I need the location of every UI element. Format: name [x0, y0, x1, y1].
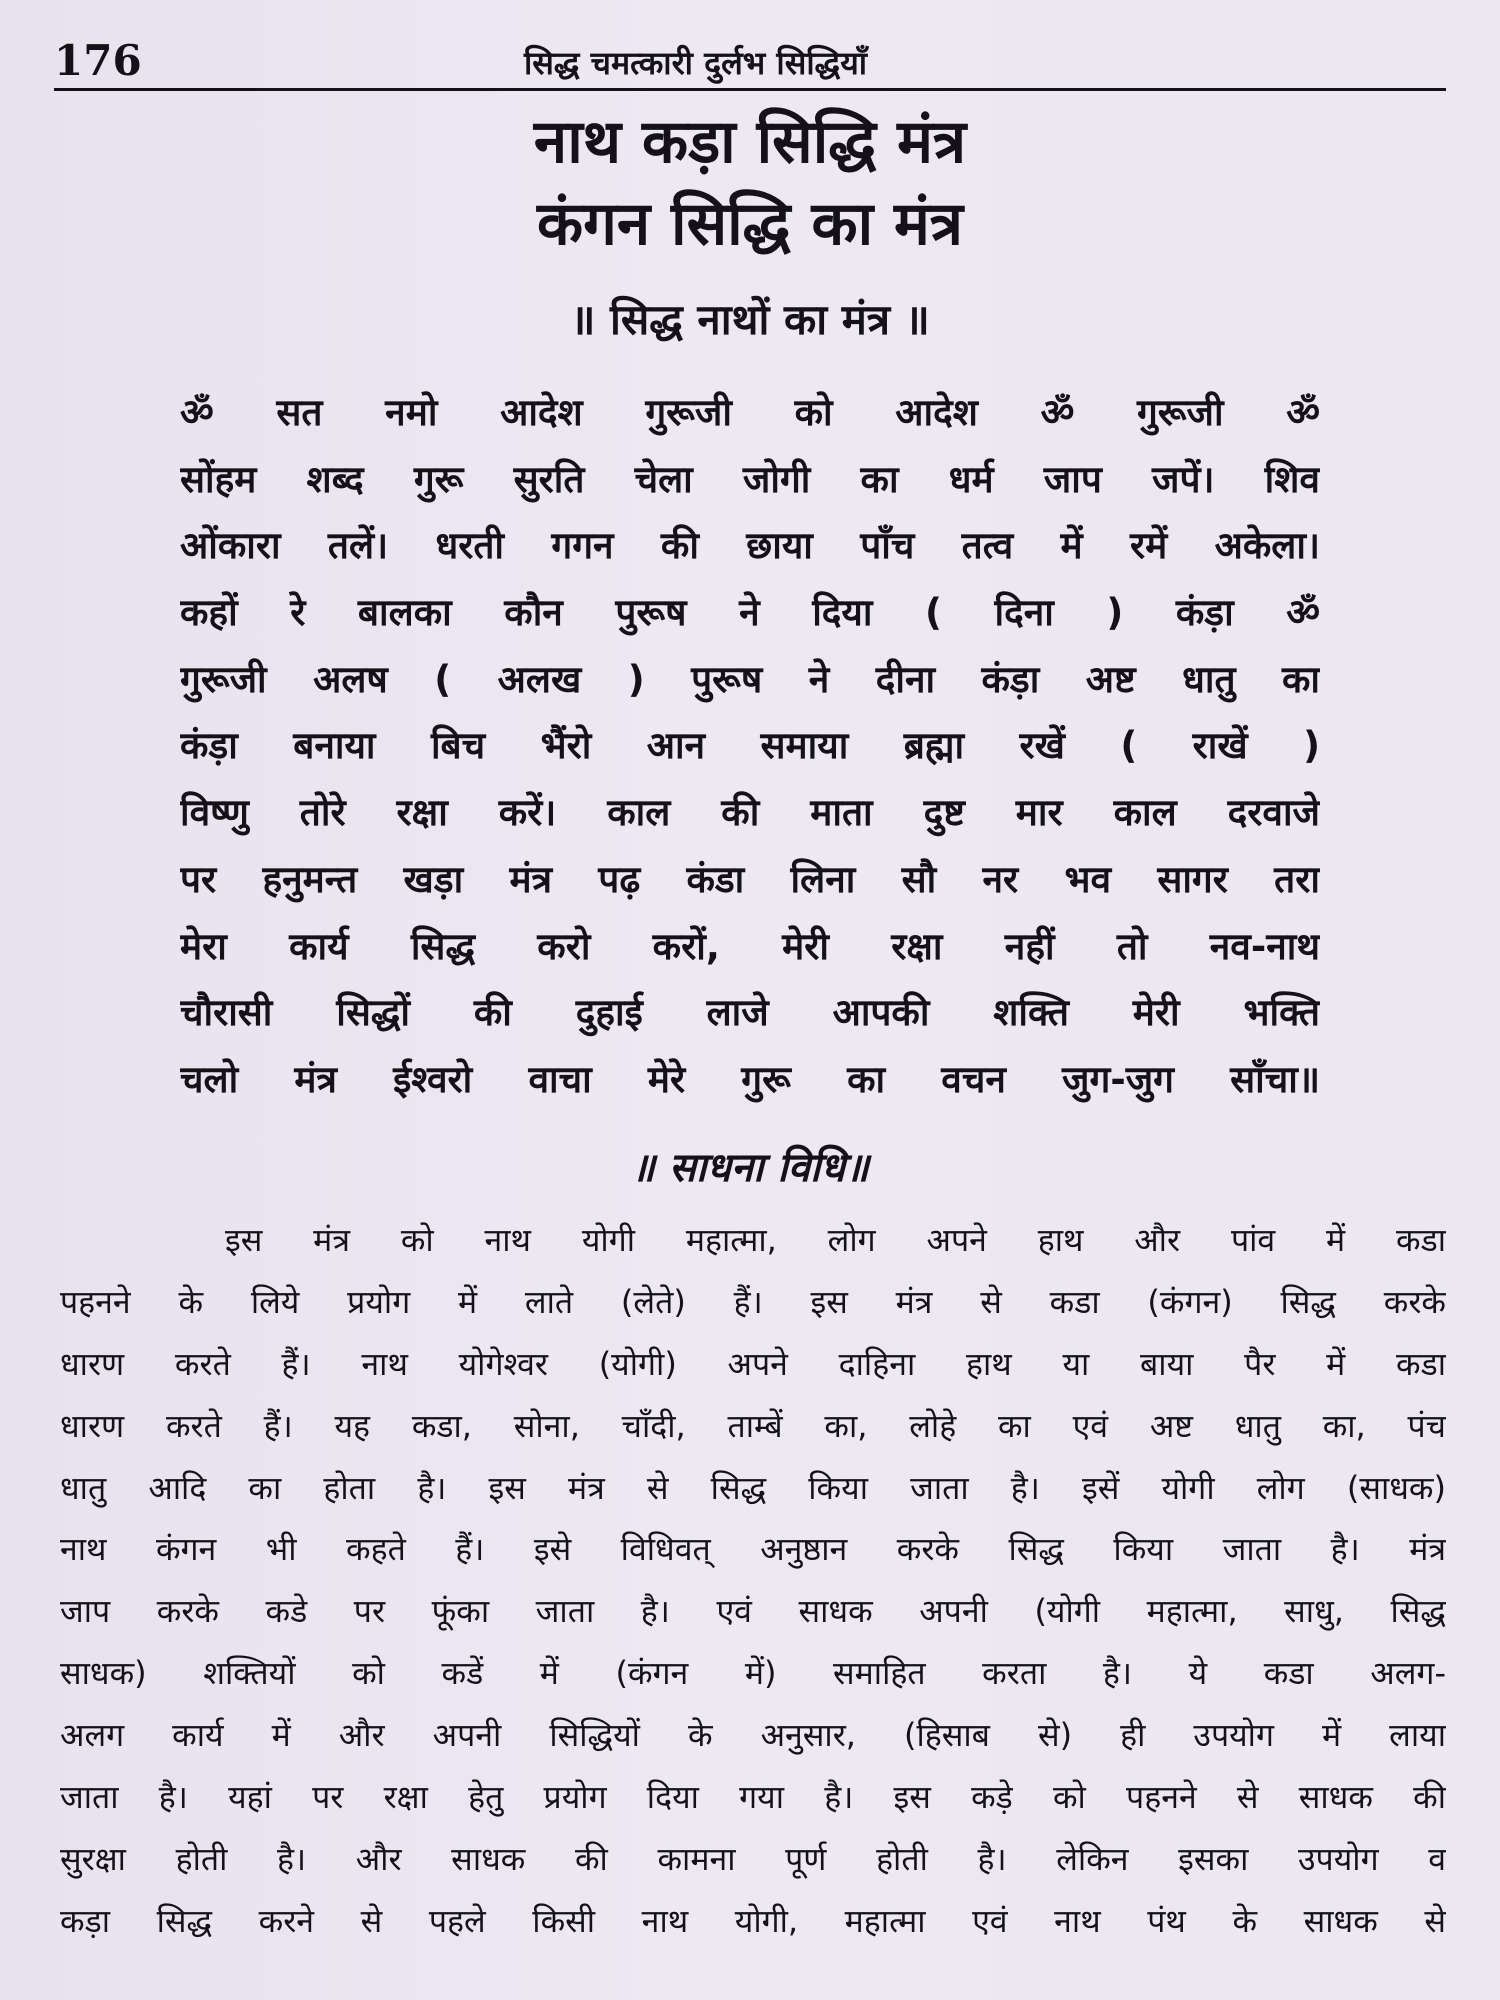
- paragraph-line: साधक) शक्तियों को कडें में (कंगन में) समाहित करता है। ये कडा अलग-: [60, 1654, 1446, 1693]
- mantra-line: चलो मंत्र ईश्वरो वाचा मेरे गुरू का वचन जुग-जुग साँचा॥: [180, 1057, 1320, 1101]
- mantra-line: गुरूजी अलष ( अलख ) पुरूष ने दीना कंड़ा अष्ट धातु का: [180, 657, 1320, 701]
- paragraph-line: धारण करते हैं। नाथ योगेश्वर (योगी) अपने दाहिना हाथ या बाया पैर में कडा: [60, 1344, 1446, 1383]
- paragraph-line: जाप करके कडे पर फूंका जाता है। एवं साधक अपनी (योगी महात्मा, साधु, सिद्ध: [60, 1592, 1446, 1631]
- mantra-block: [180, 380, 1320, 1114]
- method-heading: ॥ साधना विधि॥: [631, 1145, 869, 1191]
- paragraph-line: सुरक्षा होती है। और साधक की कामना पूर्ण होती है। लेकिन इसका उपयोग व: [60, 1839, 1446, 1878]
- paragraph-line: अलग कार्य में और अपनी सिद्धियों के अनुसार, (हिसाब से) ही उपयोग में लाया: [60, 1716, 1446, 1755]
- paragraph-line: जाता है। यहां पर रक्षा हेतु प्रयोग दिया गया है। इस कड़े को पहनने से साधक की: [60, 1778, 1446, 1817]
- chapter-title-line-2: कंगन सिद्धि का मंत्र: [536, 189, 964, 259]
- paragraph-line: कड़ा सिद्ध करने से पहले किसी नाथ योगी, महात्मा एवं नाथ पंथ के साधक से: [60, 1901, 1446, 1940]
- page-header: [54, 36, 1446, 90]
- mantra-line: चौरासी सिद्धों की दुहाई लाजे आपकी शक्ति मेरी भक्ति: [180, 991, 1320, 1035]
- paragraph-line: इस मंत्र को नाथ योगी महात्मा, लोग अपने हाथ और पांव में कडा: [225, 1221, 1446, 1259]
- mantra-line: ओंकारा तलें। धरती गगन की छाया पाँच तत्व में रमें अकेला।: [180, 524, 1320, 568]
- mantra-line: मेरा कार्य सिद्ध करो करों, मेरी रक्षा नहीं तो नव-नाथ: [180, 924, 1320, 968]
- chapter-title-line-1: नाथ कड़ा सिद्धि मंत्र: [533, 107, 967, 177]
- mantra-line: ॐ सत नमो आदेश गुरूजी को आदेश ॐ गुरूजी ॐ: [180, 391, 1320, 434]
- mantra-line: पर हनुमन्त खड़ा मंत्र पढ़ कंडा लिना सौ नर भव सागर तरा: [180, 857, 1320, 901]
- paragraph-line: पहनने के लिये प्रयोग में लाते (लेते) हैं। इस मंत्र से कडा (कंगन) सिद्ध करके: [60, 1282, 1446, 1321]
- page-number: 176: [54, 36, 142, 85]
- paragraph-line: धारण करते हैं। यह कडा, सोना, चाँदी, ताम्बें का, लोहे का एवं अष्ट धातु का, पंच: [60, 1406, 1446, 1445]
- mantra-line: कहों रे बालका कौन पुरूष ने दिया ( दिना ) कंड़ा ॐ: [180, 591, 1320, 635]
- header-rule: [54, 88, 1446, 91]
- method-paragraph: [60, 1210, 1446, 1953]
- mantra-line: सोंहम शब्द गुरू सुरति चेला जोगी का धर्म जाप जपें। शिव: [180, 457, 1320, 501]
- mantra-line: कंड़ा बनाया बिच भैंरो आन समाया ब्रह्मा रखें ( राखें ): [180, 724, 1320, 768]
- paragraph-line: धातु आदि का होता है। इस मंत्र से सिद्ध किया जाता है। इसें योगी लोग (साधक): [60, 1468, 1446, 1507]
- mantra-line: विष्णु तोरे रक्षा करें। काल की माता दुष्ट मार काल दरवाजे: [180, 791, 1320, 835]
- mantra-subheading: ॥ सिद्ध नाथों का मंत्र ॥: [570, 295, 930, 344]
- running-title: सिद्ध चमत्कारी दुर्लभ सिद्धियाँ: [524, 44, 868, 82]
- paragraph-line: नाथ कंगन भी कहते हैं। इसे विधिवत् अनुष्ठान करके सिद्ध किया जाता है। मंत्र: [60, 1530, 1446, 1569]
